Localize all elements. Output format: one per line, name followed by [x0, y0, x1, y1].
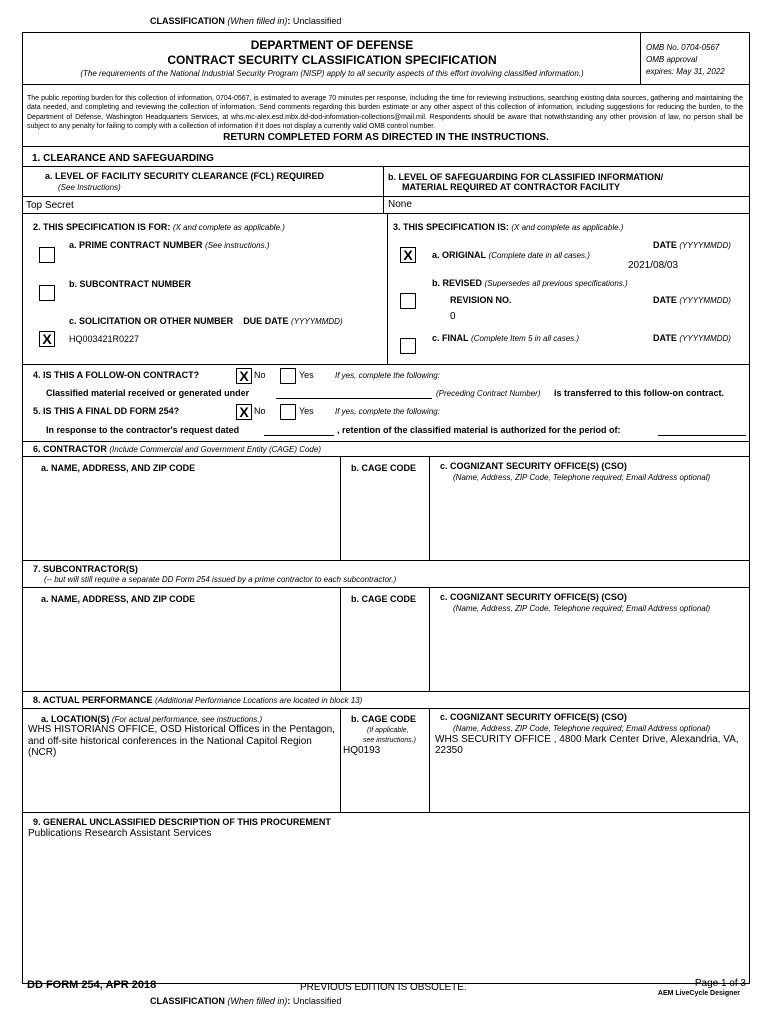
s1a-hint: (See Instructions) [58, 183, 121, 192]
burden-statement: The public reporting burden for this collection of information, 0704-0567, is estimated to average 70 minutes per response, including the time for reviewing instructions, searching existing data sources, gathering and maintaining the data needed, and completing and reviewing the collection of information. Send comments regarding this burden estimate or any other aspect of this collection of information, including suggestions for reducing the burden, to the Department of Defense, Washington Headquarters Services, at whs.mc-alex.esd.mbx.dd-dod-information-collections@mail.mil. Respondents should be aware that notwithstanding any other provision of law, no person shall be subject to any penalty for failing to comply with a collection of information if it does not display a currently valid OMB control number. [27, 95, 743, 131]
s6c-label: c. COGNIZANT SECURITY OFFICE(S) (CSO) [440, 461, 627, 471]
s4-yes-checkbox[interactable] [280, 368, 296, 384]
s5-no-label: No [254, 406, 266, 416]
s7b-label: b. CAGE CODE [351, 594, 417, 604]
form-subtitle: (The requirements of the National Industrial Security Program (NISP) apply to all security aspects of this effort involving classified information.) [80, 69, 584, 78]
s5-hint: If yes, complete the following: [335, 407, 440, 416]
classification-hint: (When filled in) [227, 16, 288, 26]
s8-title-text: 8. ACTUAL PERFORMANCE [33, 695, 153, 705]
s3c-label [432, 333, 579, 343]
s1b-label1: b. LEVEL OF SAFEGUARDING FOR CLASSIFIED INFORMATION/ [388, 172, 664, 182]
s3c-hint: (Complete Item 5 in all cases.) [471, 334, 580, 343]
s7a-label: a. NAME, ADDRESS, AND ZIP CODE [41, 594, 196, 604]
s4-question: 4. IS THIS A FOLLOW-ON CONTRACT? [33, 370, 200, 380]
s4-line-end: is transferred to this follow-on contract. [554, 388, 725, 398]
date-label: DATE [653, 240, 677, 250]
s3b-revision-label: REVISION NO. [450, 295, 512, 305]
rule [22, 708, 750, 709]
rule [22, 560, 750, 561]
s8b-label: b. CAGE CODE [351, 714, 417, 724]
s8c-hint: (Name, Address, ZIP Code, Telephone required; Email Address optional) [453, 724, 711, 733]
date-label: DATE [653, 295, 677, 305]
s6-title-text: 6. CONTRACTOR [33, 444, 107, 454]
s5-question: 5. IS THIS A FINAL DD FORM 254? [33, 406, 180, 416]
s8-divider-c [429, 708, 430, 812]
s3b-label [432, 278, 628, 288]
s8a-hint: (For actual performance, see instructions.) [111, 715, 263, 724]
date-hint: (YYYYMMDD) [679, 296, 731, 305]
s3a-checkbox[interactable]: X [400, 247, 416, 263]
classification-colon: : [287, 996, 291, 1006]
s5-no-checkbox[interactable]: X [236, 404, 252, 420]
rule [22, 691, 750, 692]
s5-line-end: , retention of the classified material is authorized for the period of: [337, 425, 621, 435]
s4-line-hint: (Preceding Contract Number) [436, 389, 541, 398]
date-label: DATE [653, 333, 677, 343]
s3c-date-label [653, 333, 731, 343]
rule [22, 441, 750, 442]
s2-title [33, 222, 285, 232]
s2a-hint: (See instructions.) [205, 241, 270, 250]
classification-hint: (When filled in) [227, 996, 288, 1006]
s8-title [33, 695, 362, 705]
s8-divider-b [340, 708, 341, 812]
s3a-hint: (Complete date in all cases.) [488, 251, 590, 260]
s2c-label [69, 316, 343, 326]
s7c-label: c. COGNIZANT SECURITY OFFICE(S) (CSO) [440, 592, 627, 602]
s2a-label [69, 240, 270, 250]
s2a-label-text: a. PRIME CONTRACT NUMBER [69, 240, 203, 250]
s6b-label: b. CAGE CODE [351, 463, 417, 473]
s3b-checkbox[interactable] [400, 293, 416, 309]
s5-yes-label: Yes [299, 406, 314, 416]
edition-note: PREVIOUS EDITION IS OBSOLETE. [300, 982, 467, 993]
omb-approval: OMB approval [646, 55, 698, 64]
s8a-label-text: a. LOCATION(S) [41, 714, 110, 724]
rule [22, 456, 750, 457]
s7-divider-c [429, 587, 430, 691]
s2-title-text: 2. THIS SPECIFICATION IS FOR: [33, 222, 171, 232]
s3-title-hint: (X and complete as applicable.) [511, 223, 624, 232]
date-hint: (YYYYMMDD) [679, 241, 731, 250]
s5-yes-checkbox[interactable] [280, 404, 296, 420]
s9-title: 9. GENERAL UNCLASSIFIED DESCRIPTION OF THIS PROCUREMENT [33, 817, 331, 827]
s5-request-date-field[interactable] [264, 435, 334, 436]
s3b-label-text: b. REVISED [432, 278, 483, 288]
rule [22, 146, 750, 147]
s1-divider [383, 166, 384, 213]
classification-bottom [150, 996, 341, 1006]
s8c-value[interactable]: WHS SECURITY OFFICE , 4800 Mark Center Drive, Alexandria, VA, 22350 [435, 734, 739, 756]
s6-divider-b [340, 456, 341, 560]
s7-divider-b [340, 587, 341, 691]
page-number: Page 1 of 3 [694, 978, 746, 989]
s8b-hint2: see instructions.) [363, 737, 416, 744]
s4-hint: If yes, complete the following: [335, 371, 440, 380]
s4-no-label: No [254, 370, 266, 380]
s2c-label-text: c. SOLICITATION OR OTHER NUMBER [69, 316, 234, 326]
s6-title-hint: (Include Commercial and Government Entity (CAGE) Code) [109, 445, 321, 454]
s3-title [393, 222, 623, 232]
omb-expires: expires: May 31, 2022 [646, 67, 725, 76]
s3c-label-text: c. FINAL [432, 333, 469, 343]
s2b-label: b. SUBCONTRACT NUMBER [69, 279, 191, 289]
omb-number: OMB No. 0704-0567 [646, 43, 720, 52]
s3c-checkbox[interactable] [400, 338, 416, 354]
s8a-label [41, 714, 262, 724]
s1-title: 1. CLEARANCE AND SAFEGUARDING [32, 153, 214, 164]
classification-top [150, 16, 341, 26]
s8c-label: c. COGNIZANT SECURITY OFFICE(S) (CSO) [440, 712, 627, 722]
s4-yes-label: Yes [299, 370, 314, 380]
classification-value[interactable]: Unclassified [292, 16, 342, 26]
s1b-label2: MATERIAL REQUIRED AT CONTRACTOR FACILITY [402, 182, 620, 192]
rule [22, 213, 750, 214]
s3b-date-label [653, 295, 731, 305]
s1a-label: a. LEVEL OF FACILITY SECURITY CLEARANCE (FCL) REQUIRED [45, 171, 325, 181]
classification-label: CLASSIFICATION [150, 996, 225, 1006]
rule [22, 84, 750, 85]
s6-divider-c [429, 456, 430, 560]
s8-title-hint: (Additional Performance Locations are located in block 13) [155, 696, 363, 705]
s7-title: 7. SUBCONTRACTOR(S) [33, 564, 138, 574]
classification-value[interactable]: Unclassified [292, 996, 342, 1006]
s7c-hint: (Name, Address, ZIP Code, Telephone required; Email Address optional) [453, 604, 711, 613]
s5-line-start: In response to the contractor's request dated [46, 425, 240, 435]
s6c-hint: (Name, Address, ZIP Code, Telephone required; Email Address optional) [453, 473, 711, 482]
s6a-label: a. NAME, ADDRESS, AND ZIP CODE [41, 463, 196, 473]
rule [22, 166, 750, 167]
s4-contract-number-field[interactable] [276, 398, 432, 399]
s3a-label [432, 250, 590, 260]
return-instructions: RETURN COMPLETED FORM AS DIRECTED IN THE INSTRUCTIONS. [223, 132, 549, 143]
s2c-due-hint: (YYYYMMDD) [291, 317, 343, 326]
designer-note: AEM LiveCycle Designer [657, 990, 740, 997]
s3b-revision-value[interactable]: 0 [450, 311, 456, 322]
form-title: CONTRACT SECURITY CLASSIFICATION SPECIFICATION [167, 53, 497, 67]
s2c-checkbox[interactable]: X [39, 331, 55, 347]
s2c-value[interactable]: HQ003421R0227 [69, 334, 140, 344]
s7-title-hint: (-- but will still require a separate DD Form 254 issued by a prime contractor to each subcontractor.) [44, 575, 397, 584]
s4-no-checkbox[interactable]: X [236, 368, 252, 384]
form-number: DD FORM 254, APR 2018 [27, 979, 157, 991]
rule [22, 196, 750, 197]
s3a-date-value[interactable]: 2021/08/03 [628, 260, 679, 271]
s8b-hint1: (If applicable, [367, 727, 409, 734]
s1a-value[interactable]: Top Secret [26, 200, 74, 211]
classification-colon: : [287, 16, 291, 26]
s8b-value[interactable]: HQ0193 [343, 745, 381, 756]
s4-line-start: Classified material received or generated under [46, 388, 250, 398]
s3a-date-label [653, 240, 731, 250]
rule [22, 364, 750, 365]
s2-title-hint: (X and complete as applicable.) [172, 223, 285, 232]
classification-label: CLASSIFICATION [150, 16, 225, 26]
rule [22, 812, 750, 813]
s3b-hint: (Supersedes all previous specifications.) [484, 279, 628, 288]
date-hint: (YYYYMMDD) [679, 334, 731, 343]
s9-value[interactable]: Publications Research Assistant Services [28, 828, 212, 839]
s3a-label-text: a. ORIGINAL [432, 250, 487, 260]
s5-period-field[interactable] [658, 435, 746, 436]
s6-title [33, 444, 321, 454]
s2b-checkbox[interactable] [39, 285, 55, 301]
s2-s3-divider [387, 213, 388, 364]
s3-title-text: 3. THIS SPECIFICATION IS: [393, 222, 509, 232]
s1b-value[interactable]: None [388, 199, 412, 210]
s2c-due-label: DUE DATE [243, 316, 289, 326]
s2a-checkbox[interactable] [39, 247, 55, 263]
s8a-value[interactable]: WHS HISTORIANS OFFICE, OSD Historical Offices in the Pentagon, and off-site historical conferences in the National Capitol Region (NCR) [28, 724, 335, 758]
dept-title: DEPARTMENT OF DEFENSE [250, 38, 414, 52]
rule [22, 587, 750, 588]
